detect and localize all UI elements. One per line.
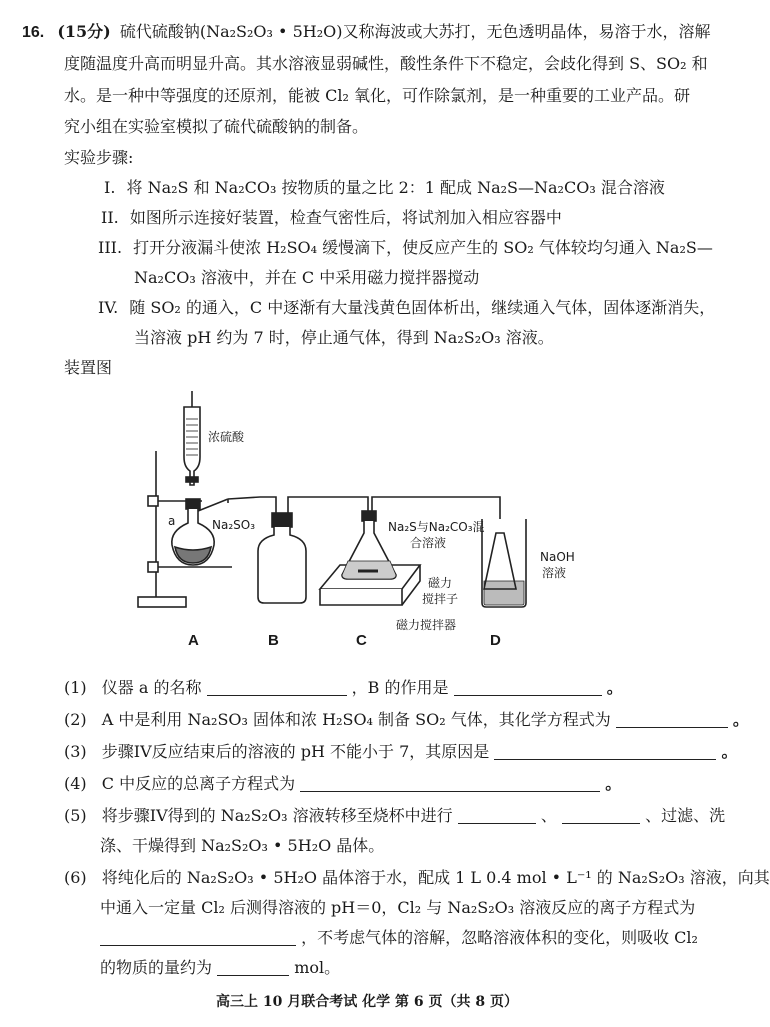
step-text-continued: 当溶液 pH 约为 7 时，停止通气体，得到 Na₂S₂O₃ 溶液。: [134, 328, 554, 347]
question-number: 16.: [22, 24, 45, 41]
step-text: 随 SO₂ 的通入，C 中逐渐有大量浅黄色固体析出，继续通入气体，固体逐渐消失，: [129, 298, 716, 317]
sub-question-text: 将步骤IV得到的 Na₂S₂O₃ 溶液转移至烧杯中进行: [101, 806, 453, 825]
sub-question-text: ，B 的作用是: [351, 678, 449, 697]
label-conc-acid: 浓硫酸: [208, 430, 245, 444]
answer-blank[interactable]: [454, 679, 602, 696]
sub-question-1: [64, 678, 623, 698]
sub-question-number: (4): [64, 774, 87, 793]
step-number: I.: [104, 178, 116, 197]
sub-question-text: mol。: [294, 958, 341, 977]
sub-question-4: [64, 774, 621, 794]
step-number: IV.: [98, 298, 119, 317]
sub-question-5-continued: 涤、干燥得到 Na₂S₂O₃ • 5H₂O 晶体。: [100, 836, 385, 855]
label-naoh: NaOH: [540, 550, 575, 564]
separatory-funnel: [184, 391, 200, 485]
sub-question-text: C 中反应的总离子方程式为: [101, 774, 296, 793]
answer-blank[interactable]: [494, 743, 716, 760]
step-text-continued: Na₂CO₃ 溶液中，并在 C 中采用磁力搅拌器搅动: [134, 268, 480, 287]
answer-blank[interactable]: [562, 807, 640, 824]
sub-question-text: 仪器 a 的名称: [101, 678, 202, 697]
sub-question-text: 、过滤、洗: [645, 806, 726, 825]
label-letter-a: A: [188, 632, 199, 649]
answer-blank[interactable]: [100, 929, 296, 946]
answer-blank[interactable]: [616, 711, 728, 728]
intro-line: 究小组在实验室模拟了硫代硫酸钠的制备。: [64, 117, 369, 136]
intro-line: 硫代硫酸钠(Na₂S₂O₃ • 5H₂O)又称海波或大苏打，无色透明晶体，易溶于水，溶解: [119, 22, 711, 41]
label-stir-bar: 磁力: [428, 576, 453, 590]
step-item: [104, 178, 665, 198]
sub-question-number: (6): [64, 868, 87, 887]
steps-heading: 实验步骤:: [64, 148, 134, 167]
beaker: [482, 519, 526, 607]
sub-question-6-line4: [100, 958, 340, 978]
step-item: [101, 208, 562, 228]
sub-question-text: 。: [721, 742, 738, 761]
label-mix-solution: Na₂S与Na₂CO₃混: [388, 520, 485, 534]
label-magnetic-stirrer: 磁力搅拌器: [396, 618, 457, 632]
sub-question-3: [64, 742, 737, 762]
step-text: 如图所示连接好装置，检查气密性后，将试剂加入相应容器中: [129, 208, 562, 227]
step-text: 打开分液漏斗使浓 H₂SO₄ 缓慢滴下，使反应产生的 SO₂ 气体较均匀通入 Na₂S—: [133, 238, 713, 257]
question-header: [22, 22, 710, 43]
sub-question-6-line2: 中通入一定量 Cl₂ 后测得溶液的 pH＝0，Cl₂ 与 Na₂S₂O₃ 溶液反应的离子方程式为: [100, 898, 696, 917]
answer-blank[interactable]: [458, 807, 536, 824]
distilling-flask: [172, 499, 228, 565]
label-letter-c: C: [356, 632, 367, 649]
label-stir-bar-2: 搅拌子: [422, 592, 459, 606]
answer-blank[interactable]: [300, 775, 600, 792]
label-naoh-2: 溶液: [542, 566, 567, 580]
sub-question-text: A 中是利用 Na₂SO₃ 固体和浓 H₂SO₄ 制备 SO₂ 气体，其化学方程式为: [101, 710, 611, 729]
step-item: [98, 238, 713, 258]
step-text: 将 Na₂S 和 Na₂CO₃ 按物质的量之比 2：1 配成 Na₂S—Na₂CO₃ 混合溶液: [126, 178, 665, 197]
question-score: (15分): [57, 22, 111, 41]
step-number: II.: [101, 208, 119, 227]
sub-question-2: [64, 710, 749, 730]
label-na2so3: Na₂SO₃: [212, 518, 256, 532]
sub-question-number: (1): [64, 678, 87, 697]
step-item: [98, 298, 715, 318]
apparatus-diagram: [120, 383, 600, 653]
label-a: a: [168, 514, 176, 528]
intro-line: 水。是一种中等强度的还原剂，能被 Cl₂ 氧化，可作除氯剂，是一种重要的工业产品。研: [64, 86, 690, 105]
sub-question-6: [64, 868, 770, 888]
sub-question-text: 。: [732, 710, 749, 729]
sub-question-text: 。: [605, 774, 622, 793]
sub-question-number: (5): [64, 806, 87, 825]
intro-line: 度随温度升高而明显升高。其水溶液显弱碱性，酸性条件下不稳定，会歧化得到 S、SO₂ 和: [64, 54, 708, 73]
sub-question-number: (3): [64, 742, 87, 761]
sub-question-number: (2): [64, 710, 87, 729]
answer-blank[interactable]: [217, 959, 289, 976]
label-mix-solution-2: 合溶液: [410, 536, 447, 550]
sub-question-text: 将纯化后的 Na₂S₂O₃ • 5H₂O 晶体溶于水，配成 1 L 0.4 mol • L⁻¹ 的 Na₂S₂O₃ 溶液，向其: [101, 868, 770, 887]
label-letter-b: B: [268, 632, 279, 649]
tube-a-b: [228, 497, 276, 513]
sub-question-text: 。: [606, 678, 623, 697]
label-letter-d: D: [490, 632, 501, 649]
sub-question-6-line3: [100, 928, 698, 948]
step-number: III.: [98, 238, 123, 257]
page-footer: 高三上 10 月联合考试 化学 第 6 页（共 8 页）: [216, 994, 518, 1010]
answer-blank[interactable]: [207, 679, 347, 696]
sub-question-text: 步骤IV反应结束后的溶液的 pH 不能小于 7，其原因是: [101, 742, 490, 761]
apparatus-heading: 装置图: [64, 358, 113, 377]
sub-question-text: 的物质的量约为: [100, 958, 213, 977]
sub-question-text: ，不考虑气体的溶解，忽略溶液体积的变化，则吸收 Cl₂: [301, 928, 698, 947]
sub-question-text: 、: [540, 806, 557, 825]
sub-question-5: [64, 806, 725, 826]
